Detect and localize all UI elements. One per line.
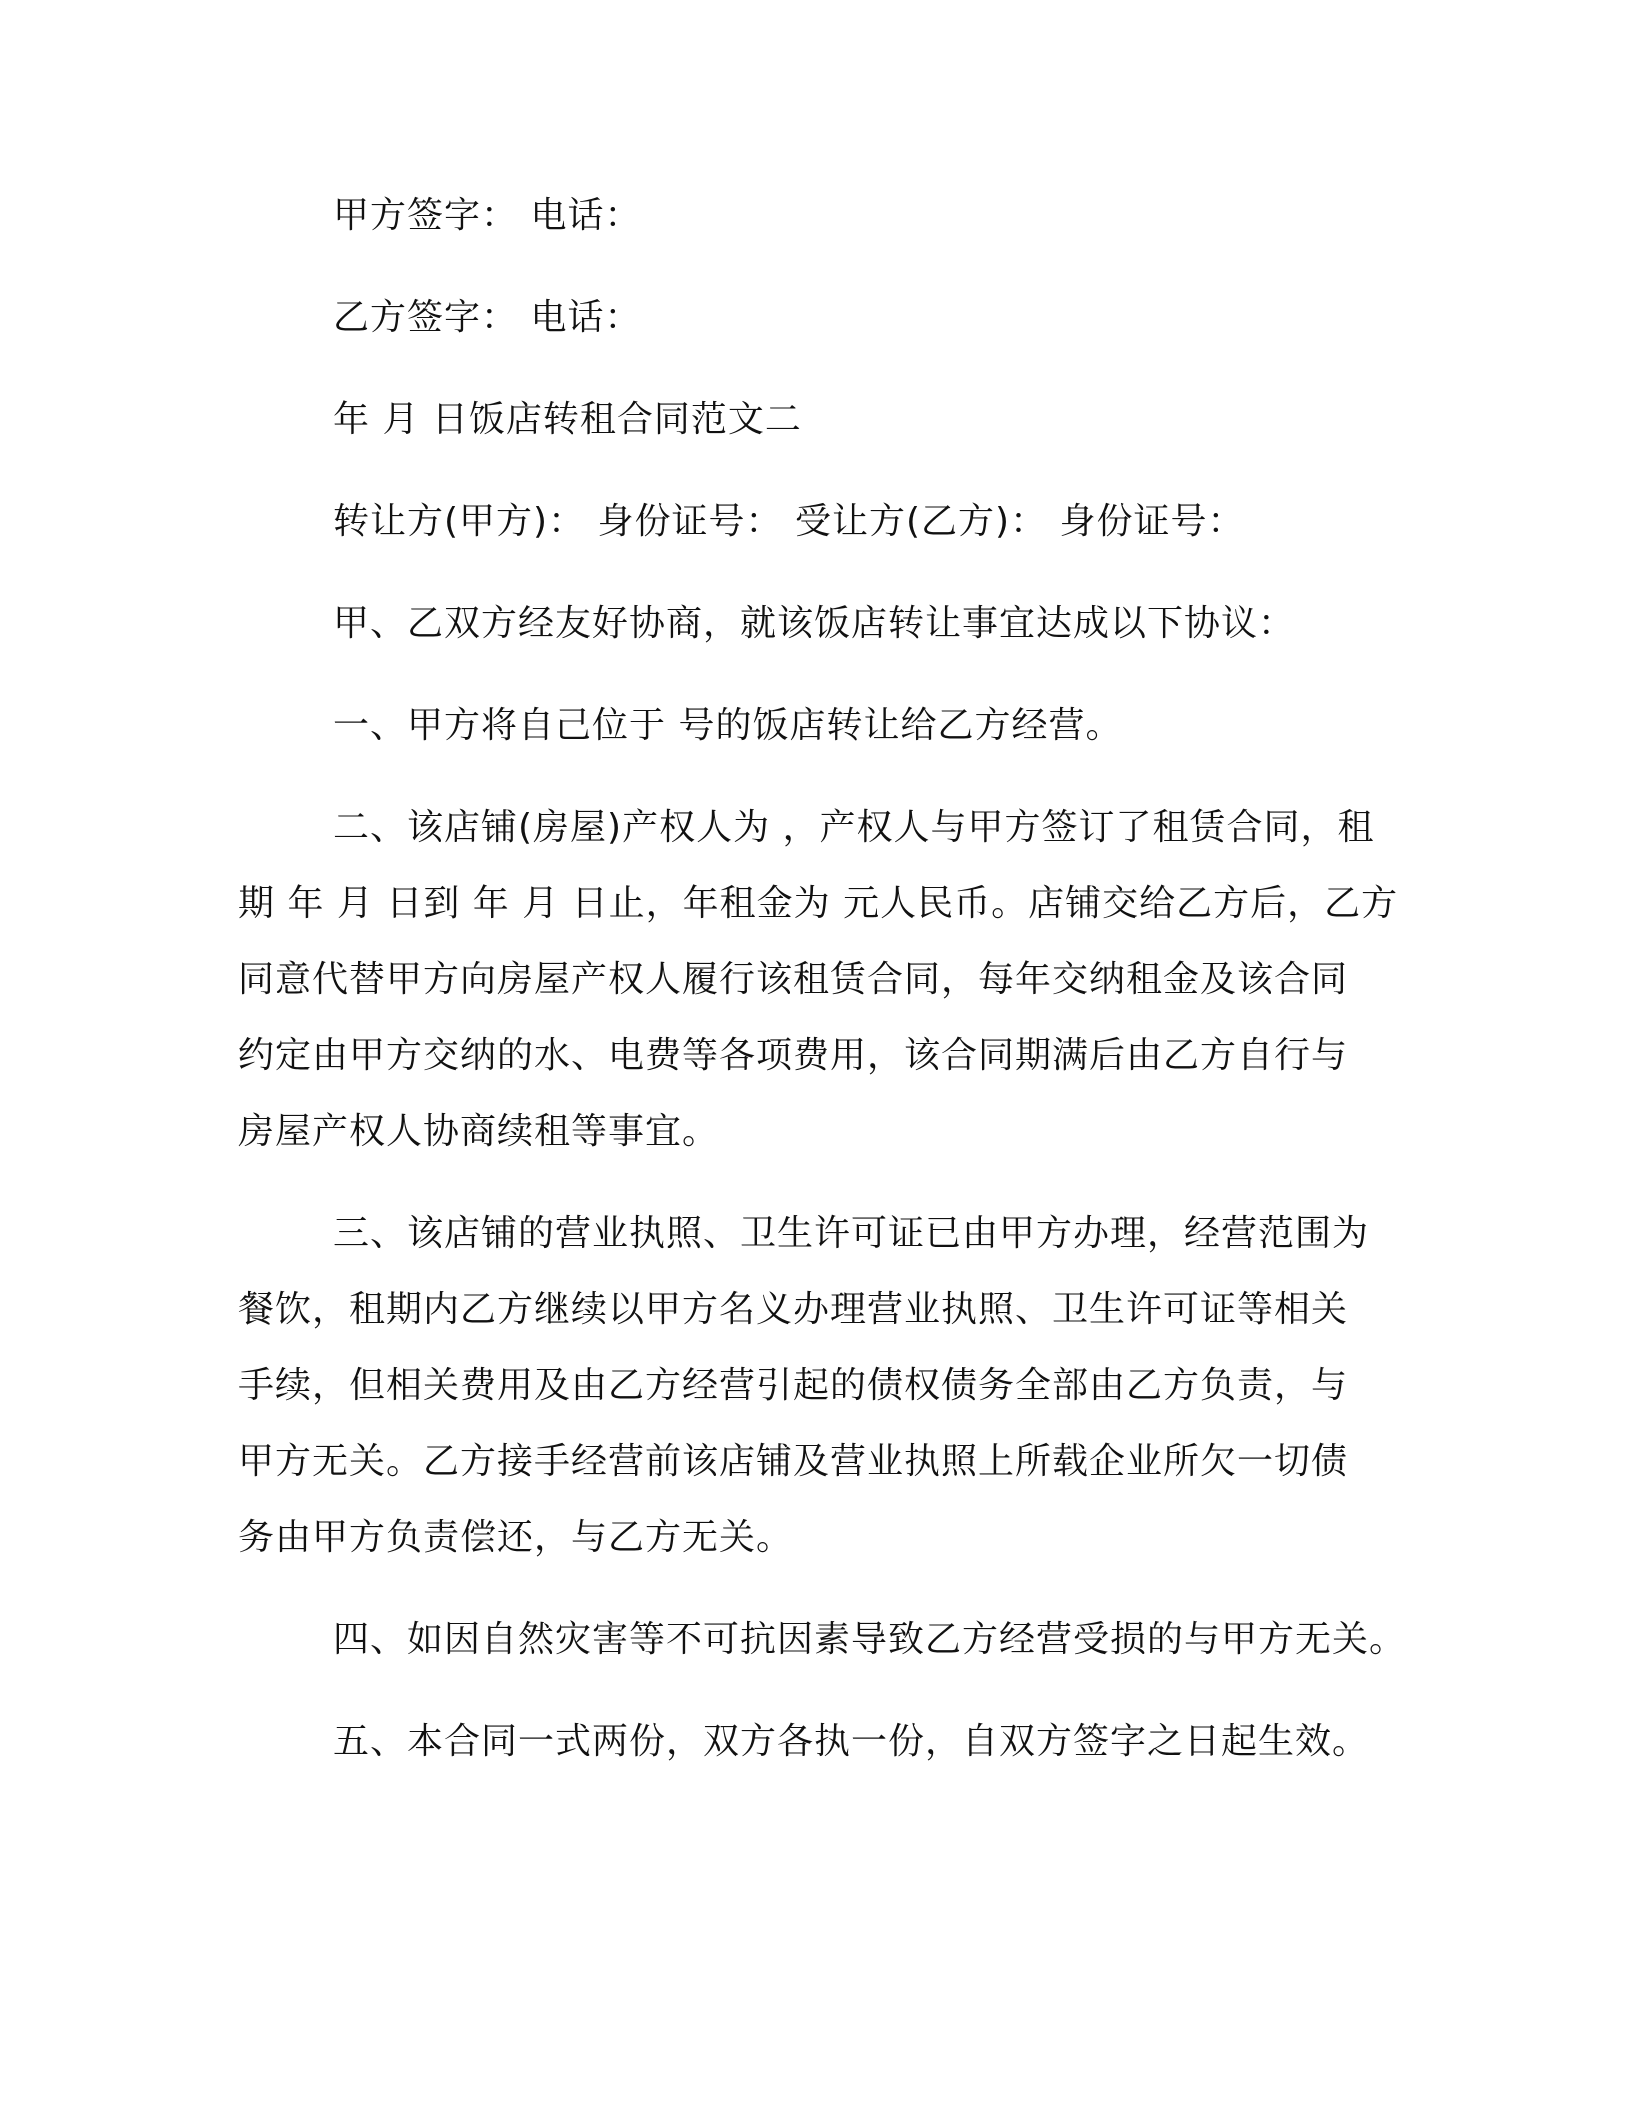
- clause-2-line-4: 约定由甲方交纳的水、电费等各项费用，该合同期满后由乙方自行与: [238, 1035, 1349, 1076]
- clause-2-line-5: 房屋产权人协商续租等事宜。: [238, 1111, 720, 1152]
- agreement-intro: 甲、乙双方经友好协商，就该饭店转让事宜达成以下协议：: [333, 603, 1296, 644]
- clause-3-line-3: 手续，但相关费用及由乙方经营引起的债权债务全部由乙方负责，与: [238, 1365, 1349, 1406]
- clause-1: 一、甲方将自己位于 号的饭店转让给乙方经营。: [333, 705, 1123, 746]
- clause-2-line-3: 同意代替甲方向房屋产权人履行该租赁合同，每年交纳租金及该合同: [238, 959, 1349, 1000]
- party-a-signature-line: 甲方签字： 电话：: [333, 195, 642, 236]
- document-title-line: 年 月 日饭店转租合同范文二: [333, 399, 802, 440]
- clause-5: 五、本合同一式两份，双方各执一份，自双方签字之日起生效。: [333, 1721, 1370, 1762]
- clause-4: 四、如因自然灾害等不可抗因素导致乙方经营受损的与甲方无关。: [333, 1619, 1407, 1660]
- clause-3-line-1: 三、该店铺的营业执照、卫生许可证已由甲方办理，经营范围为: [333, 1213, 1370, 1254]
- clause-2-line-1: 二、该店铺(房屋)产权人为 ，产权人与甲方签订了租赁合同，租: [333, 807, 1375, 848]
- party-b-signature-line: 乙方签字： 电话：: [333, 297, 642, 338]
- clause-3-line-5: 务由甲方负责偿还，与乙方无关。: [238, 1517, 794, 1558]
- clause-3-line-4: 甲方无关。乙方接手经营前该店铺及营业执照上所载企业所欠一切债: [238, 1441, 1349, 1482]
- clause-3-line-2: 餐饮，租期内乙方继续以甲方名义办理营业执照、卫生许可证等相关: [238, 1289, 1349, 1330]
- parties-info-line: 转让方(甲方)： 身份证号： 受让方(乙方)： 身份证号：: [333, 501, 1245, 542]
- clause-2-line-2: 期 年 月 日到 年 月 日止，年租金为 元人民币。店铺交给乙方后，乙方: [238, 883, 1399, 924]
